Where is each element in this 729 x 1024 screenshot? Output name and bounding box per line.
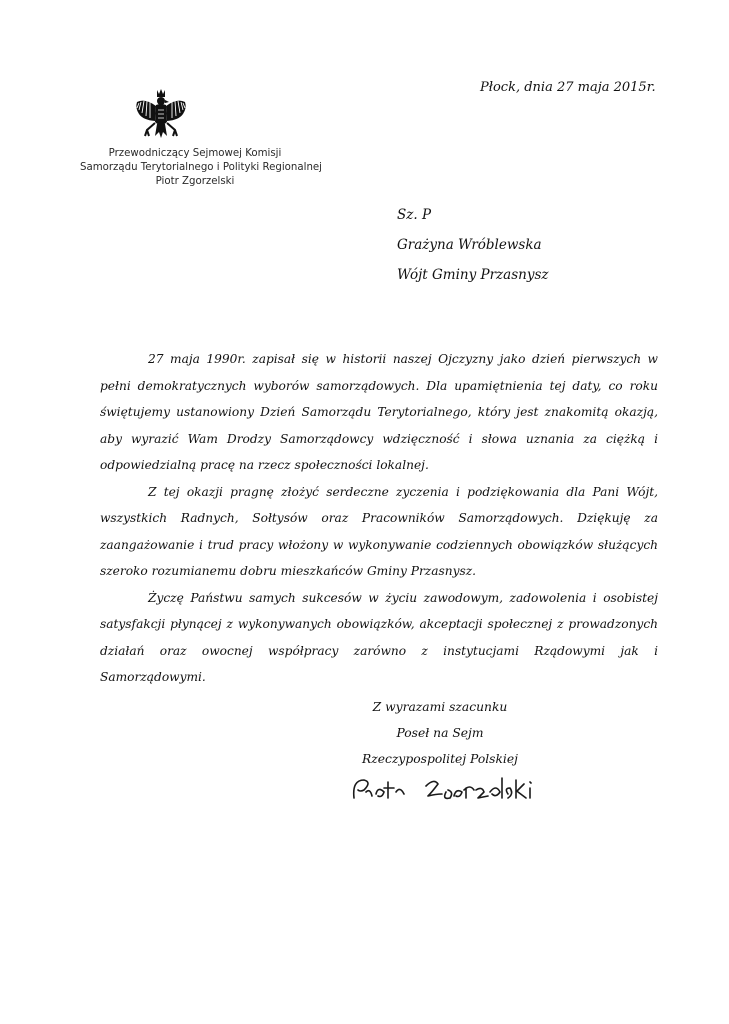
letterhead — [80, 147, 322, 189]
recipient-salutation: Sz. P — [397, 207, 432, 223]
recipient-title: Wójt Gminy Przasnysz — [397, 267, 549, 283]
closing-block — [320, 694, 560, 772]
letterhead-line: Piotr Zgorzelski — [155, 176, 235, 187]
eagle-emblem-icon — [133, 88, 189, 146]
closing-line: Rzeczypospolitej Polskiej — [362, 752, 518, 766]
letter-body — [100, 346, 658, 691]
recipient-name: Grażyna Wróblewska — [397, 237, 542, 253]
date-line: Płock, dnia 27 maja 2015r. — [480, 80, 656, 95]
closing-line: Poseł na Sejm — [396, 726, 484, 740]
handwritten-signature — [350, 770, 560, 806]
letterhead-line: Samorządu Terytorialnego i Polityki Regionalnej — [80, 162, 322, 173]
letterhead-line: Przewodniczący Sejmowej Komisji — [108, 148, 282, 159]
body-paragraph: Z tej okazji pragnę złożyć serdeczne zyczenia i podziękowania dla Pani Wójt, wszystkich Radnych, Sołtysów oraz Pracowników Samorządowych. Dziękuję za zaangażowanie i trud pracy włożony w wykonywanie codziennych obowiązków służących szeroko rozumianemu dobru mieszkańców Gminy Przasnysz. — [100, 484, 658, 578]
body-paragraph: Życzę Państwu samych sukcesów w życiu zawodowym, zadowolenia i osobistej satysfakcji płynącej z wykonywanych obowiązków, akceptacji społecznej z prowadzonych działań oraz owocnej współpracy zarówno z instytucjami Rządowymi jak i Samorządowymi. — [100, 590, 658, 684]
body-paragraph: 27 maja 1990r. zapisał się w historii naszej Ojczyzny jako dzień pierwszych w pełni demokratycznych wyborów samorządowych. Dla upamiętnienia tej daty, co roku świętujemy ustanowiony Dzień Samorządu Terytorialnego, który jest znakomitą okazją, aby wyrazić Wam Drodzy Samorządowcy wdzięczność i słowa uznania za ciężką i odpowiedzialną pracę na rzecz społeczności lokalnej. — [100, 352, 658, 472]
closing-line: Z wyrazami szacunku — [372, 700, 508, 714]
